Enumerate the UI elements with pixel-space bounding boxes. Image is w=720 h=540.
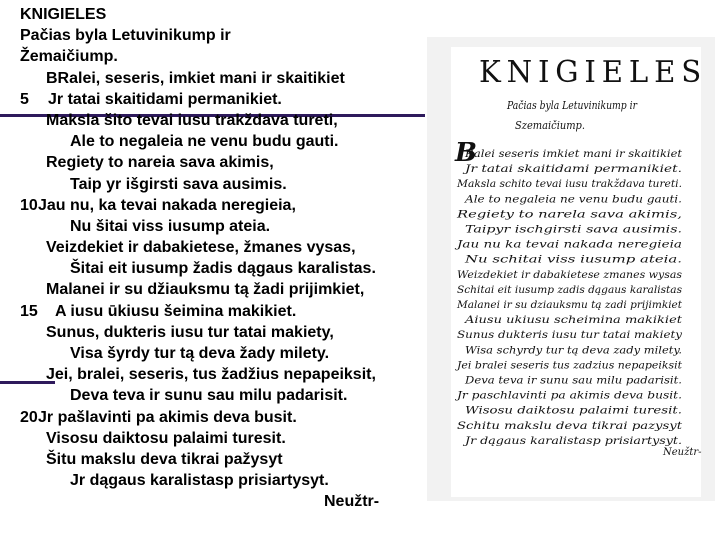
- poem-line: [20, 174, 440, 195]
- line-text: Visa šyrdy tur tą deva žady milety.: [70, 345, 330, 362]
- poem-line: [20, 4, 440, 25]
- scan-line: Taipyr ischgirsti sava ausimis.: [465, 223, 682, 236]
- scan-line: Ale to negaleia ne venu budu gauti.: [463, 193, 682, 206]
- scan-line: Schitu makslu deva tikrai pazysyt: [457, 419, 683, 432]
- poem-line: [20, 428, 440, 449]
- line-text: Jau nu, ka tevai nakada neregieia,: [38, 196, 296, 214]
- poem-line: [20, 449, 440, 470]
- scan-line: Jr tatai skaitidami permanikiet.: [462, 163, 682, 176]
- poem-line: [20, 89, 440, 110]
- line-text: Veizdekiet ir dabakietese, žmanes vysas,: [46, 239, 356, 257]
- scan-subtitle-2: Szemaičiump.: [515, 119, 585, 132]
- line-text: Maksla šito tevai iusu trakždava tureti,: [46, 111, 338, 129]
- poem-line: [20, 110, 440, 131]
- line-text: Nu šitai viss iusump ateia.: [70, 217, 271, 235]
- poem-line: [20, 152, 440, 173]
- scan-line: Weizdekiet ir dabakietese zmanes wysas: [457, 268, 683, 281]
- line-number: 15: [20, 302, 38, 320]
- line-text: Jr tatai skaitidami permanikiet.: [48, 90, 282, 108]
- line-text: Jr pašlavinti pa akimis deva busit.: [38, 408, 297, 426]
- scan-line: Schitai eit iusump zadis dągaus karalistas: [457, 283, 683, 296]
- scan-subtitle: Pačias byla Letuvinikump ir: [506, 99, 638, 112]
- scan-line: Jr dągaus karalistasp prisiartysyt.: [462, 434, 682, 447]
- scan-initial: B: [455, 138, 477, 168]
- scan-line: Ralei seseris imkiet mani ir skaitikiet: [463, 148, 683, 160]
- scan-line: Jau nu ka tevai nakada neregieia: [454, 238, 682, 251]
- scan-line: Nu schitai viss iusump ateia.: [463, 253, 682, 266]
- line-text: A iusu ūkiusu šeimina makikiet.: [55, 302, 297, 320]
- poem-line: [20, 25, 440, 46]
- scan-line: Regiety to narela sava akimis,: [455, 208, 682, 221]
- scan-line: Deva teva ir sunu sau milu padarisit.: [463, 374, 682, 387]
- scan-line: Sunus dukteris iusu tur tatai makiety: [457, 329, 684, 342]
- line-number: 10: [20, 196, 38, 214]
- scan-line: Wisosu daiktosu palaimi turesit.: [465, 404, 682, 417]
- line-text: Jr dągaus karalistasp prisiartysyt.: [70, 472, 329, 490]
- line-text: Taip yr išgirsti sava ausimis.: [70, 175, 287, 193]
- poem-line: [20, 491, 440, 512]
- line-text: Pačias byla Letuvinikump ir: [20, 27, 231, 45]
- poem-line: [20, 343, 440, 364]
- line-text: Deva teva ir sunu sau milu padarisit.: [70, 387, 348, 405]
- line-text: Neužtr-: [324, 493, 380, 511]
- line-text: Regiety to nareia sava akimis,: [46, 154, 274, 172]
- line-text: KNIGIELES: [20, 6, 107, 23]
- line-number: 5: [20, 90, 29, 108]
- line-text: Visosu daiktosu palaimi turesit.: [46, 429, 286, 447]
- scan-line: Aiusu ukiusu scheimina makikiet: [463, 314, 683, 327]
- poem-line: [20, 46, 440, 67]
- line-text: Jei, bralei, seseris, tus žadžius nepapeiksit,: [46, 366, 376, 384]
- poem-line: [20, 237, 440, 258]
- poem-line: [20, 407, 440, 428]
- scan-line: Jr paschlavinti pa akimis deva busit.: [454, 389, 682, 402]
- poem-line: [20, 322, 440, 343]
- scan-catchword: Neužtr-: [663, 447, 702, 458]
- line-text: Sunus, dukteris iusu tur tatai makiety,: [46, 323, 334, 341]
- poem-line: [20, 195, 440, 216]
- scan-line: Malanei ir su dziauksmu tą zadi prijimkiet: [455, 299, 683, 311]
- poem-text: [20, 4, 440, 513]
- poem-line: [20, 258, 440, 279]
- line-text: Šitu makslu deva tikrai pažysyt: [46, 450, 283, 468]
- line-text: Šitai eit iusump žadis dągaus karalistas.: [70, 260, 376, 278]
- scanned-page-image: [427, 37, 715, 501]
- line-text: BRalei, seseris, imkiet mani ir skaitikiet: [46, 69, 345, 87]
- poem-line: [20, 301, 440, 322]
- line-text: Malanei ir su džiauksmu tą žadi prijimkiet,: [46, 281, 365, 299]
- line-number: 20: [20, 408, 38, 426]
- scan-line: Maksla schito tevai iusu trakždava tureti.: [457, 178, 678, 191]
- poem-line: [20, 364, 440, 385]
- scanned-page-text: [427, 37, 715, 501]
- poem-line: [20, 385, 440, 406]
- poem-line: [20, 131, 440, 152]
- poem-line: [20, 279, 440, 300]
- poem-line: [20, 68, 440, 89]
- scan-heading: KNIGIELES: [479, 55, 707, 90]
- scan-line: Jei bralei seseris tus zadzius nepapeiksit: [454, 359, 683, 372]
- poem-line: [20, 216, 440, 237]
- scan-line: Wisa schyrdy tur tą deva zady milety.: [465, 344, 682, 357]
- line-text: Žemaičiump.: [20, 48, 118, 66]
- poem-line: [20, 470, 440, 491]
- line-text: Ale to negaleia ne venu budu gauti.: [70, 133, 339, 151]
